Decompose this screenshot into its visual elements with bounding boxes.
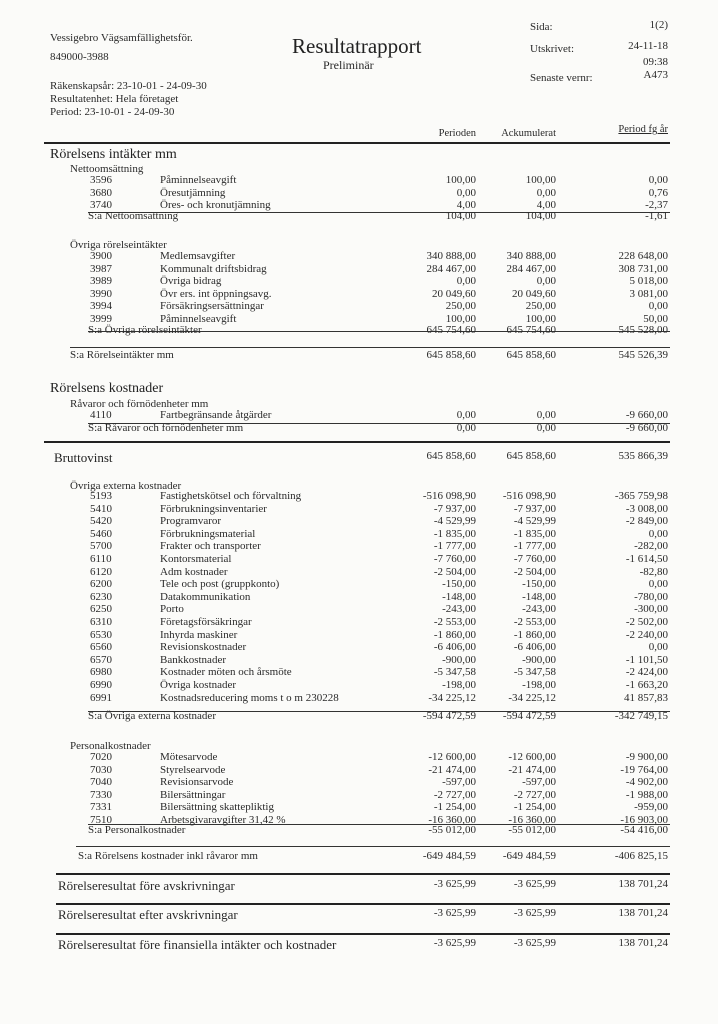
amount-period: 340 888,00 xyxy=(426,250,476,262)
amount-period: 250,00 xyxy=(445,300,476,312)
sum-accumulated: 645 754,60 xyxy=(506,324,556,336)
sum-accumulated: 645 858,60 xyxy=(506,349,556,361)
report-title: Resultatrapport xyxy=(292,34,422,58)
sum-accumulated: -649 484,59 xyxy=(502,850,556,862)
col-header-accumulated: Ackumulerat xyxy=(501,128,556,139)
account-name: Inhyrda maskiner xyxy=(160,628,238,641)
sum-prev-year: -342 749,15 xyxy=(614,710,668,722)
amount-prev-year: -16 903,00 xyxy=(620,814,668,826)
account-row xyxy=(0,603,718,616)
sum-accumulated: 104,00 xyxy=(525,210,556,222)
amount-prev-year: -282,00 xyxy=(634,540,668,553)
account-name: Företagsförsäkringar xyxy=(160,616,252,628)
account-number: 7020 xyxy=(90,751,112,763)
amount-prev-year: -2 424,00 xyxy=(625,666,668,679)
account-name: Fartbegränsande åtgärder xyxy=(160,409,272,421)
result-label: Rörelseresultat efter avskrivningar xyxy=(58,907,238,922)
account-row xyxy=(0,187,718,200)
amount-prev-year: -2,37 xyxy=(645,199,668,211)
amount-accumulated: -2 727,00 xyxy=(513,788,556,801)
account-name: Bilersättningar xyxy=(160,788,226,801)
account-name: Övriga kostnader xyxy=(160,679,237,691)
account-row xyxy=(0,801,718,814)
sum-label: S:a Råvaror och förnödenheter mm xyxy=(88,422,244,434)
amount-prev-year: -365 759,98 xyxy=(614,490,668,502)
account-number: 6560 xyxy=(90,641,112,654)
account-name: Förbrukningsinventarier xyxy=(160,502,267,515)
account-row xyxy=(0,666,718,679)
externa-sum-row xyxy=(0,710,718,723)
account-name: Övr ers. int öppningsavg. xyxy=(160,287,272,300)
sum-label: S:a Nettoomsättning xyxy=(88,210,179,222)
account-number: 6120 xyxy=(90,565,112,578)
last-ver-value: A473 xyxy=(643,69,668,81)
sum-prev-year: -9 660,00 xyxy=(625,422,668,434)
amount-accumulated: 100,00 xyxy=(525,312,556,325)
account-row xyxy=(0,503,718,516)
account-name: Förbrukningsmaterial xyxy=(160,527,256,540)
group-title-externa: Övriga externa kostnader xyxy=(70,480,182,492)
printed-date: 24-11-18 xyxy=(628,40,668,52)
printed-label: Utskrivet: xyxy=(530,43,574,55)
account-name: Frakter och transporter xyxy=(160,540,261,553)
amount-accumulated: -34 225,12 xyxy=(508,691,556,704)
account-row xyxy=(0,174,718,187)
result-unit: Resultatenhet: Hela företaget xyxy=(50,93,179,105)
account-row xyxy=(0,776,718,789)
amount-prev-year: -1 614,50 xyxy=(625,553,668,565)
amount-prev-year: 0,00 xyxy=(648,174,668,186)
account-name: Adm kostnader xyxy=(160,565,228,578)
section-title-kostnader: Rörelsens kostnader xyxy=(50,381,164,396)
account-number: 3989 xyxy=(90,275,112,287)
amount-period: 100,00 xyxy=(445,312,476,325)
account-row xyxy=(0,679,718,692)
account-number: 3900 xyxy=(90,250,112,262)
account-name: Mötesarvode xyxy=(160,751,218,763)
netto-sum-row xyxy=(0,210,718,223)
amount-period: -1 860,00 xyxy=(433,628,476,641)
account-row xyxy=(0,288,718,301)
account-row xyxy=(0,629,718,642)
amount-accumulated: 4,00 xyxy=(536,199,556,211)
amount-prev-year: -4 902,00 xyxy=(625,776,668,789)
account-number: 6570 xyxy=(90,653,112,666)
ravaror-sum-row xyxy=(0,422,718,435)
amount-accumulated: -1 254,00 xyxy=(513,801,556,814)
amount-period: -16 360,00 xyxy=(428,814,476,826)
account-number: 7331 xyxy=(90,801,112,814)
account-name: Kostnader möten och årsmöte xyxy=(160,666,292,679)
amount-prev-year: -2 240,00 xyxy=(625,628,668,641)
amount-period: -198,00 xyxy=(442,679,476,691)
amount-period: -2 727,00 xyxy=(433,788,476,801)
account-name: Bilersättning skattepliktig xyxy=(160,801,274,814)
amount-period: -7 760,00 xyxy=(433,553,476,565)
result-period: -3 625,99 xyxy=(433,937,476,949)
account-number: 6250 xyxy=(90,603,112,616)
rule xyxy=(44,441,670,443)
amount-prev-year: 0,00 xyxy=(648,641,668,654)
account-row xyxy=(0,528,718,541)
printed-time: 09:38 xyxy=(642,56,668,68)
sum-intakter-row xyxy=(0,349,718,362)
account-row xyxy=(0,591,718,604)
amount-prev-year: -19 764,00 xyxy=(620,763,668,776)
amount-prev-year: 41 857,83 xyxy=(624,691,668,704)
amount-accumulated: -1 777,00 xyxy=(513,540,556,553)
account-number: 3596 xyxy=(90,174,112,186)
account-row xyxy=(0,692,718,705)
account-name: Styrelsearvode xyxy=(160,763,226,776)
account-row xyxy=(0,616,718,629)
rule xyxy=(70,347,670,348)
amount-accumulated: -16 360,00 xyxy=(508,814,556,826)
amount-accumulated: -516 098,90 xyxy=(502,490,556,502)
account-row xyxy=(0,566,718,579)
amount-prev-year: -2 502,00 xyxy=(625,616,668,628)
result-row xyxy=(0,937,718,953)
result-accumulated: -3 625,99 xyxy=(513,907,556,919)
amount-accumulated: -900,00 xyxy=(522,653,556,666)
amount-accumulated: 20 049,60 xyxy=(512,287,556,300)
account-row xyxy=(0,751,718,764)
result-accumulated: -3 625,99 xyxy=(513,937,556,949)
amount-accumulated: -5 347,58 xyxy=(513,666,556,679)
amount-period: -34 225,12 xyxy=(428,691,476,704)
account-row xyxy=(0,490,718,503)
account-number: 3680 xyxy=(90,186,112,199)
company-name: Vessigebro Vägsamfällighetsför. xyxy=(50,32,193,44)
account-name: Kommunalt driftsbidrag xyxy=(160,262,267,275)
amount-accumulated: -1 860,00 xyxy=(513,628,556,641)
bruttovinst-accumulated: 645 858,60 xyxy=(506,450,556,462)
account-number: 6991 xyxy=(90,691,112,704)
sum-label: S:a Övriga externa kostnader xyxy=(88,710,216,722)
amount-accumulated: -7 760,00 xyxy=(513,553,556,565)
amount-prev-year: 228 648,00 xyxy=(618,250,668,262)
amount-prev-year: 50,00 xyxy=(643,312,668,325)
amount-prev-year: -2 849,00 xyxy=(625,515,668,528)
amount-accumulated: 100,00 xyxy=(525,174,556,186)
result-accumulated: -3 625,99 xyxy=(513,878,556,890)
sum-period: -55 012,00 xyxy=(428,824,476,836)
sum-period: 645 754,60 xyxy=(426,324,476,336)
amount-period: -2 504,00 xyxy=(433,565,476,578)
account-name: Porto xyxy=(160,603,184,616)
bruttovinst-prev-year: 535 866,39 xyxy=(618,450,668,462)
bruttovinst-row xyxy=(0,450,718,466)
col-header-period: Perioden xyxy=(438,128,476,139)
account-name: Revisionskostnader xyxy=(160,641,247,654)
account-number: 3987 xyxy=(90,262,112,275)
amount-prev-year: 0,00 xyxy=(648,578,668,591)
account-row xyxy=(0,578,718,591)
amount-accumulated: -2 553,00 xyxy=(513,616,556,628)
account-number: 5460 xyxy=(90,527,112,540)
amount-period: 4,00 xyxy=(456,199,476,211)
account-number: 5420 xyxy=(90,515,112,528)
account-number: 7330 xyxy=(90,788,112,801)
account-number: 6230 xyxy=(90,590,112,603)
amount-period: 100,00 xyxy=(445,174,476,186)
amount-period: -900,00 xyxy=(442,653,476,666)
account-number: 3740 xyxy=(90,199,112,211)
account-row xyxy=(0,764,718,777)
amount-period: -148,00 xyxy=(442,590,476,603)
amount-prev-year: -1 988,00 xyxy=(625,788,668,801)
account-row xyxy=(0,409,718,422)
amount-prev-year: 0,00 xyxy=(648,300,668,312)
sum-label: S:a Övriga rörelseintäkter xyxy=(88,324,202,336)
sum-accumulated: -55 012,00 xyxy=(508,824,556,836)
account-name: Revisionsarvode xyxy=(160,776,234,789)
amount-accumulated: -12 600,00 xyxy=(508,751,556,763)
amount-period: -4 529,99 xyxy=(433,515,476,528)
amount-prev-year: 308 731,00 xyxy=(618,262,668,275)
account-name: Fastighetskötsel och förvaltning xyxy=(160,490,302,502)
account-name: Övriga bidrag xyxy=(160,275,222,287)
sum-period: -594 472,59 xyxy=(422,710,476,722)
sum-accumulated: 0,00 xyxy=(536,422,556,434)
account-number: 3990 xyxy=(90,287,112,300)
amount-period: 0,00 xyxy=(456,275,476,287)
ovriga-sum-row xyxy=(0,324,718,337)
amount-prev-year: -9 660,00 xyxy=(625,409,668,421)
amount-prev-year: 3 081,00 xyxy=(629,287,668,300)
account-row xyxy=(0,553,718,566)
last-ver-label: Senaste vernr: xyxy=(530,72,593,84)
account-name: Medlemsavgifter xyxy=(160,250,236,262)
col-header-prev-year: Period fg år xyxy=(618,124,668,135)
amount-accumulated: -7 937,00 xyxy=(513,502,556,515)
bruttovinst-label: Bruttovinst xyxy=(54,450,113,465)
group-title-personal: Personalkostnader xyxy=(70,740,151,752)
group-title-ovriga-intakter: Övriga rörelseintäkter xyxy=(70,239,167,251)
amount-period: -1 835,00 xyxy=(433,527,476,540)
account-name: Bankkostnader xyxy=(160,653,226,666)
account-row xyxy=(0,789,718,802)
amount-period: -5 347,58 xyxy=(433,666,476,679)
account-number: 6200 xyxy=(90,578,112,591)
account-name: Påminnelseavgift xyxy=(160,174,237,186)
amount-accumulated: 0,00 xyxy=(536,409,556,421)
account-number: 5700 xyxy=(90,540,112,553)
bruttovinst-period: 645 858,60 xyxy=(426,450,476,462)
org-number: 849000-3988 xyxy=(50,51,109,63)
account-number: 6110 xyxy=(90,553,112,565)
account-number: 7040 xyxy=(90,776,112,789)
page-value: 1(2) xyxy=(649,19,668,31)
amount-accumulated: -1 835,00 xyxy=(513,527,556,540)
result-label: Rörelseresultat före avskrivningar xyxy=(58,878,235,893)
amount-period: -21 474,00 xyxy=(428,763,476,776)
result-prev-year: 138 701,24 xyxy=(618,937,668,949)
account-name: Försäkringsersättningar xyxy=(160,300,264,312)
amount-period: -1 777,00 xyxy=(433,540,476,553)
account-number: 5410 xyxy=(90,502,112,515)
sum-kostnader-row xyxy=(0,850,718,863)
amount-prev-year: -1 663,20 xyxy=(625,679,668,691)
amount-period: -6 406,00 xyxy=(433,641,476,654)
account-number: 6990 xyxy=(90,679,112,691)
group-title-ravaror: Råvaror och förnödenheter mm xyxy=(70,398,209,410)
account-row xyxy=(0,641,718,654)
amount-period: 0,00 xyxy=(456,409,476,421)
account-number: 7510 xyxy=(90,814,112,826)
sum-period: 104,00 xyxy=(445,210,476,222)
account-number: 4110 xyxy=(90,409,112,421)
amount-prev-year: -82,80 xyxy=(639,565,668,578)
account-number: 3994 xyxy=(90,300,112,312)
amount-prev-year: -780,00 xyxy=(634,590,668,603)
sum-prev-year: -54 416,00 xyxy=(620,824,668,836)
rule xyxy=(56,933,670,935)
amount-prev-year: 5 018,00 xyxy=(629,275,668,287)
amount-prev-year: -3 008,00 xyxy=(625,502,668,515)
rule xyxy=(56,873,670,875)
account-name: Datakommunikation xyxy=(160,590,251,603)
amount-period: -150,00 xyxy=(442,578,476,591)
account-number: 3999 xyxy=(90,312,112,325)
account-name: Arbetsgivaravgifter 31,42 % xyxy=(160,814,286,826)
account-name: Programvaror xyxy=(160,515,222,528)
result-label: Rörelseresultat före finansiella intäkter och kostnader xyxy=(58,937,337,952)
amount-period: -2 553,00 xyxy=(433,616,476,628)
page-label: Sida: xyxy=(530,21,553,33)
sum-label: S:a Personalkostnader xyxy=(88,824,186,836)
amount-period: -516 098,90 xyxy=(422,490,476,502)
amount-accumulated: -6 406,00 xyxy=(513,641,556,654)
amount-prev-year: 0,00 xyxy=(648,527,668,540)
account-name: Påminnelseavgift xyxy=(160,312,237,325)
amount-period: -597,00 xyxy=(442,776,476,789)
account-row xyxy=(0,275,718,288)
amount-period: 20 049,60 xyxy=(432,287,476,300)
result-prev-year: 138 701,24 xyxy=(618,878,668,890)
account-name: Öres- och kronutjämning xyxy=(160,199,271,211)
account-number: 6980 xyxy=(90,666,112,679)
account-row xyxy=(0,654,718,667)
account-row xyxy=(0,540,718,553)
account-number: 6310 xyxy=(90,616,112,628)
account-name: Kontorsmaterial xyxy=(160,553,232,565)
amount-accumulated: -2 504,00 xyxy=(513,565,556,578)
amount-prev-year: -300,00 xyxy=(634,603,668,616)
amount-accumulated: 0,00 xyxy=(536,275,556,287)
account-row xyxy=(0,250,718,263)
personal-sum-row xyxy=(0,824,718,837)
result-prev-year: 138 701,24 xyxy=(618,907,668,919)
account-row xyxy=(0,263,718,276)
amount-accumulated: -148,00 xyxy=(522,590,556,603)
account-number: 6530 xyxy=(90,628,112,641)
account-number: 7030 xyxy=(90,763,112,776)
sum-period: -649 484,59 xyxy=(422,850,476,862)
sum-prev-year: -406 825,15 xyxy=(614,850,668,862)
rule xyxy=(76,846,670,847)
result-period: -3 625,99 xyxy=(433,878,476,890)
sum-prev-year: -1,61 xyxy=(645,210,668,222)
group-title-netto: Nettoomsättning xyxy=(70,163,144,175)
account-name: Tele och post (gruppkonto) xyxy=(160,578,280,591)
period: Period: 23-10-01 - 24-09-30 xyxy=(50,106,175,118)
amount-accumulated: 284 467,00 xyxy=(506,262,556,275)
account-name: Kostnadsreducering moms t o m 230228 xyxy=(160,691,339,704)
result-period: -3 625,99 xyxy=(433,907,476,919)
sum-period: 0,00 xyxy=(456,422,476,434)
amount-period: -243,00 xyxy=(442,603,476,616)
account-name: Öresutjämning xyxy=(160,186,226,199)
sum-label: S:a Rörelseintäkter mm xyxy=(70,349,174,361)
amount-accumulated: -21 474,00 xyxy=(508,763,556,776)
sum-accumulated: -594 472,59 xyxy=(502,710,556,722)
amount-accumulated: -597,00 xyxy=(522,776,556,789)
amount-prev-year: -1 101,50 xyxy=(625,653,668,666)
header-rule xyxy=(44,142,670,144)
amount-period: -1 254,00 xyxy=(433,801,476,814)
amount-accumulated: -198,00 xyxy=(522,679,556,691)
amount-period: 284 467,00 xyxy=(426,262,476,275)
amount-period: 0,00 xyxy=(456,186,476,199)
account-row xyxy=(0,515,718,528)
report-subtitle: Preliminär xyxy=(323,58,374,72)
fiscal-year: Räkenskapsår: 23-10-01 - 24-09-30 xyxy=(50,80,207,92)
amount-accumulated: -4 529,99 xyxy=(513,515,556,528)
rule xyxy=(56,903,670,905)
amount-prev-year: 0,76 xyxy=(648,186,668,199)
result-row xyxy=(0,907,718,923)
sum-label: S:a Rörelsens kostnader inkl råvaror mm xyxy=(78,850,258,862)
account-row xyxy=(0,300,718,313)
amount-prev-year: -959,00 xyxy=(634,801,668,814)
account-number: 5193 xyxy=(90,490,112,502)
sum-period: 645 858,60 xyxy=(426,349,476,361)
amount-period: -7 937,00 xyxy=(433,502,476,515)
amount-accumulated: 0,00 xyxy=(536,186,556,199)
result-row xyxy=(0,878,718,894)
sum-prev-year: 545 526,39 xyxy=(618,349,668,361)
amount-period: -12 600,00 xyxy=(428,751,476,763)
amount-prev-year: -9 900,00 xyxy=(625,751,668,763)
amount-accumulated: -150,00 xyxy=(522,578,556,591)
section-title-intakter: Rörelsens intäkter mm xyxy=(50,147,177,162)
amount-accumulated: 340 888,00 xyxy=(506,250,556,262)
amount-accumulated: -243,00 xyxy=(522,603,556,616)
sum-prev-year: 545 528,00 xyxy=(618,324,668,336)
amount-accumulated: 250,00 xyxy=(525,300,556,312)
